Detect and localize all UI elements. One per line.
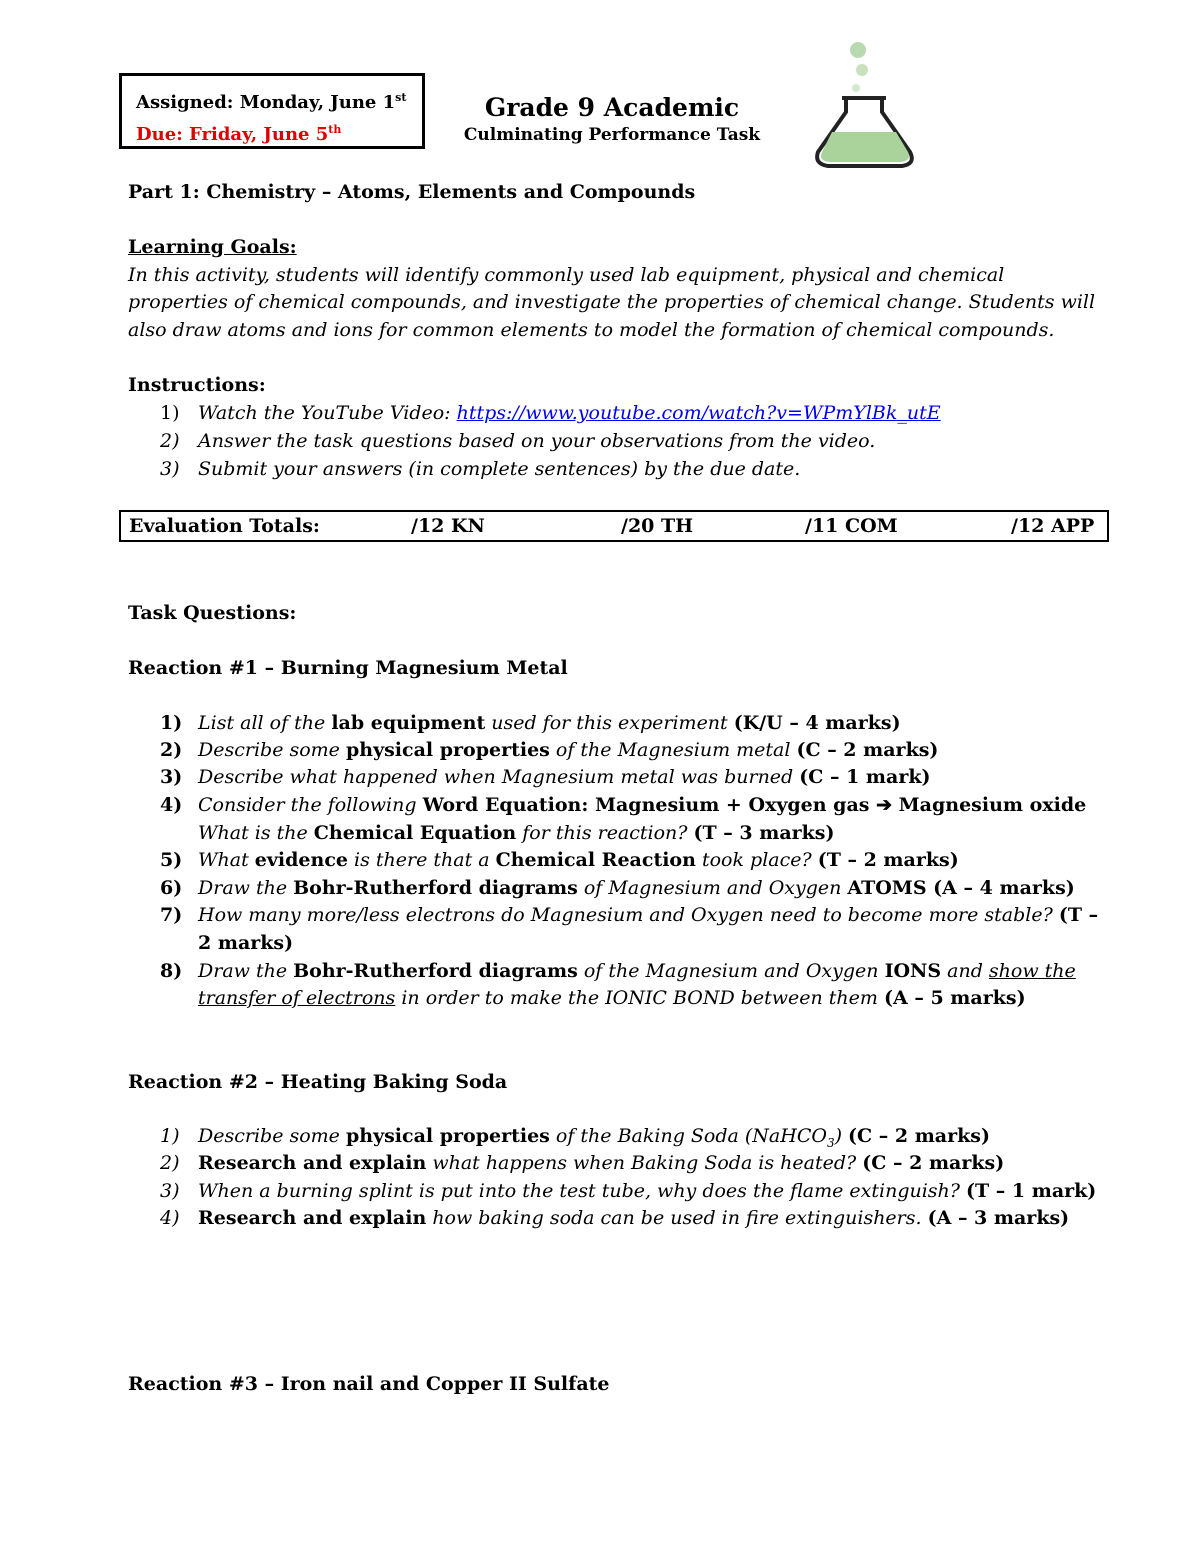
assigned-date: Assigned: Monday, June 1st [136,91,407,113]
document-title-block [462,92,762,146]
arrow-right-icon: ➔ [876,794,893,816]
learning-goals-line: also draw atoms and ions for common elements to model the formation of chemical compounds. [128,319,1055,341]
document-subtitle: Culminating Performance Task [463,125,761,145]
learning-goals-line: In this activity, students will identify commonly used lab equipment, physical and chemical [128,264,1005,286]
reaction-3-heading: Reaction #3 – Iron nail and Copper II Sulfate [128,1373,610,1395]
learning-goals-heading: Learning Goals: [128,236,297,258]
youtube-video-link[interactable]: https://www.youtube.com/watch?v=WPmYlBk_utE [456,402,941,424]
reaction-2-heading: Reaction #2 – Heating Baking Soda [128,1071,508,1093]
reaction-1-heading: Reaction #1 – Burning Magnesium Metal [128,657,568,679]
part-title: Part 1: Chemistry – Atoms, Elements and Compounds [128,181,696,203]
evaluation-th: /20 TH [621,515,694,537]
task-questions-heading: Task Questions: [128,602,297,624]
instructions-heading: Instructions: [128,374,266,396]
flask-icon [810,40,920,170]
evaluation-kn: /12 KN [411,515,485,537]
evaluation-app: /12 APP [1011,515,1095,537]
document-title: Grade 9 Academic [484,93,740,122]
assignment-dates-box [119,73,425,149]
evaluation-label: Evaluation Totals: [129,515,320,537]
evaluation-com: /11 COM [805,515,898,537]
due-date: Due: Friday, June 5th [136,123,342,145]
learning-goals-line: properties of chemical compounds, and investigate the properties of chemical change. Students will [128,291,1096,313]
evaluation-totals-row [119,510,1109,542]
